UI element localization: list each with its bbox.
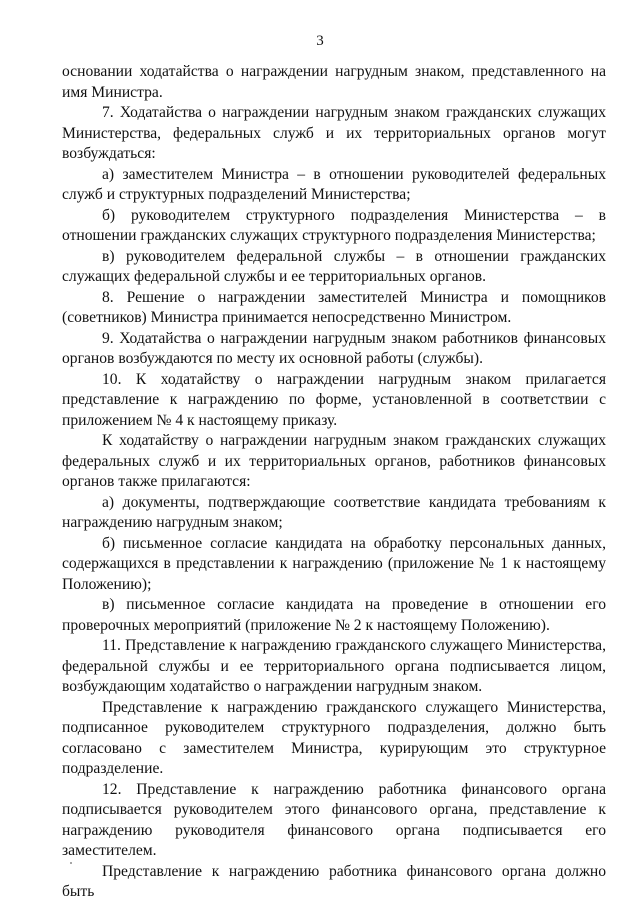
scan-speck bbox=[70, 862, 72, 864]
paragraph-item-12: 12. Представление к награждению работника финансового органа подписывается руководителем этого финансового органа, представление к награждению руководителя финансового органа подписывается его заместителем. bbox=[62, 780, 606, 859]
paragraph-item-7c: в) руководителем федеральной службы – в отношении гражданских служащих федеральной службы и ее территориальных органов. bbox=[62, 247, 606, 285]
paragraph-item-10b: б) письменное согласие кандидата на обработку персональных данных, содержащихся в представлении к награждению (приложение № 1 к настоящему Положению); bbox=[62, 534, 606, 593]
paragraph-continuation: основании ходатайства о награждении нагрудным знаком, представленного на имя Министра. bbox=[62, 63, 606, 101]
paragraph-item-10a: а) документы, подтверждающие соответствие кандидата требованиям к награждению нагрудным знаком; bbox=[62, 493, 606, 531]
paragraph-item-10-attachments: К ходатайству о награждении нагрудным знаком гражданских служащих федеральных служб и их территориальных органов, работников финансовых органов также прилагаются: bbox=[62, 432, 606, 490]
paragraph-item-12-continued: Представление к награждению работника финансового органа должно быть bbox=[62, 862, 606, 900]
paragraph-item-9: 9. Ходатайства о награждении нагрудным знаком работников финансовых органов возбуждаются по месту их основной работы (службы). bbox=[62, 329, 606, 367]
paragraph-item-7a: а) заместителем Министра – в отношении руководителей федеральных служб и структурных подразделений Министерства; bbox=[62, 165, 606, 203]
paragraph-item-10: 10. К ходатайству о награждении нагрудным знаком прилагается представление к награждению по форме, установленной в соответствии с приложением № 4 к настоящему приказу. bbox=[62, 370, 606, 429]
paragraph-item-7b: б) руководителем структурного подразделения Министерства – в отношении гражданских служащих структурного подразделения Министерства; bbox=[62, 206, 606, 244]
paragraph-item-11-approval: Представление к награждению гражданского служащего Министерства, подписанное руководителем структурного подразделения, должно быть согласовано с заместителем Министра, курирующим это структурное подразделение. bbox=[62, 698, 606, 777]
document-body bbox=[62, 62, 606, 903]
paragraph-item-10c: в) письменное согласие кандидата на проведение в отношении его проверочных мероприятий (приложение № 2 к настоящему Положению). bbox=[62, 596, 606, 634]
page-number: 3 bbox=[316, 33, 324, 49]
paragraph-item-11: 11. Представление к награждению гражданского служащего Министерства, федеральной службы и ее территориального органа подписывается лицом, возбуждающим ходатайство о награждении нагрудным знаком. bbox=[62, 637, 606, 695]
paragraph-item-8: 8. Решение о награждении заместителей Министра и помощников (советников) Министра принимается непосредственно Министром. bbox=[62, 288, 606, 326]
paragraph-item-7: 7. Ходатайства о награждении нагрудным знаком гражданских служащих Министерства, федеральных служб и их территориальных органов могут возбуждаться: bbox=[62, 104, 606, 162]
